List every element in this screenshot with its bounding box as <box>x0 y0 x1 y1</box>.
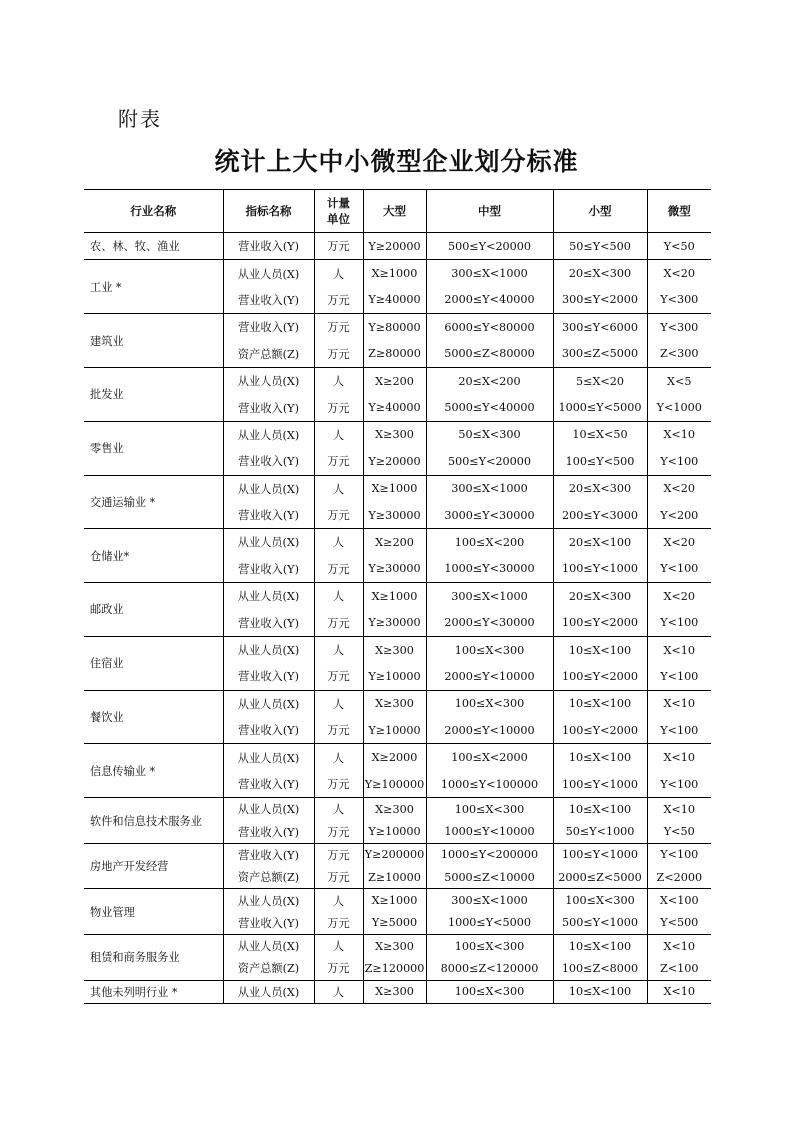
unit-cell: 人 <box>314 636 363 663</box>
table-body <box>84 233 711 1004</box>
medium-cell: 2000≤Y<10000 <box>426 663 553 690</box>
medium-cell: 20≤X<200 <box>426 367 553 394</box>
small-cell: 100≤Y<1000 <box>553 843 647 866</box>
small-cell: 5≤X<20 <box>553 367 647 394</box>
industry-name-cell: 其他未列明行业 * <box>84 980 223 1003</box>
medium-cell: 100≤X<200 <box>426 529 553 556</box>
industry-name-cell: 信息传输业 * <box>84 744 223 798</box>
indicator-cell: 从业人员(X) <box>223 690 314 717</box>
indicator-cell: 资产总额(Z) <box>223 957 314 980</box>
table-row <box>84 843 711 866</box>
small-cell: 10≤X<100 <box>553 690 647 717</box>
large-cell: Y≥40000 <box>363 394 426 421</box>
header-unit-text: 计量单位 <box>327 196 350 226</box>
medium-cell: 300≤X<1000 <box>426 583 553 610</box>
indicator-cell: 营业收入(Y) <box>223 314 314 341</box>
unit-cell: 人 <box>314 529 363 556</box>
large-cell: Y≥30000 <box>363 609 426 636</box>
small-cell: 10≤X<100 <box>553 636 647 663</box>
unit-cell: 万元 <box>314 957 363 980</box>
micro-cell: Z<2000 <box>647 866 711 889</box>
small-cell: 100≤Y<2000 <box>553 663 647 690</box>
industry-name-cell: 零售业 <box>84 421 223 475</box>
indicator-cell: 资产总额(Z) <box>223 866 314 889</box>
large-cell: Z≥120000 <box>363 957 426 980</box>
small-cell: 20≤X<100 <box>553 529 647 556</box>
industry-name-cell: 住宿业 <box>84 636 223 690</box>
large-cell: Y≥10000 <box>363 717 426 744</box>
unit-cell: 万元 <box>314 821 363 844</box>
table-row <box>84 421 711 448</box>
large-cell: X≥300 <box>363 798 426 821</box>
medium-cell: 6000≤Y<80000 <box>426 314 553 341</box>
large-cell: Y≥5000 <box>363 912 426 935</box>
indicator-cell: 营业收入(Y) <box>223 233 314 260</box>
classification-table <box>84 189 711 1004</box>
large-cell: Z≥80000 <box>363 341 426 368</box>
indicator-cell: 资产总额(Z) <box>223 341 314 368</box>
header-unit <box>314 190 363 233</box>
indicator-cell: 营业收入(Y) <box>223 609 314 636</box>
large-cell: X≥2000 <box>363 744 426 771</box>
header-medium: 中型 <box>426 190 553 233</box>
micro-cell: Y<100 <box>647 771 711 798</box>
indicator-cell: 从业人员(X) <box>223 889 314 912</box>
small-cell: 10≤X<50 <box>553 421 647 448</box>
unit-cell: 万元 <box>314 866 363 889</box>
large-cell: X≥300 <box>363 636 426 663</box>
medium-cell: 8000≤Z<120000 <box>426 957 553 980</box>
micro-cell: X<20 <box>647 475 711 502</box>
indicator-cell: 从业人员(X) <box>223 744 314 771</box>
unit-cell: 人 <box>314 798 363 821</box>
header-industry: 行业名称 <box>84 190 223 233</box>
industry-name-cell: 房地产开发经营 <box>84 843 223 889</box>
unit-cell: 人 <box>314 744 363 771</box>
table-row <box>84 233 711 260</box>
micro-cell: X<10 <box>647 744 711 771</box>
indicator-cell: 营业收入(Y) <box>223 821 314 844</box>
large-cell: X≥1000 <box>363 583 426 610</box>
indicator-cell: 营业收入(Y) <box>223 448 314 475</box>
medium-cell: 100≤X<2000 <box>426 744 553 771</box>
indicator-cell: 从业人员(X) <box>223 798 314 821</box>
medium-cell: 2000≤Y<10000 <box>426 717 553 744</box>
table-row <box>84 583 711 610</box>
medium-cell: 1000≤Y<10000 <box>426 821 553 844</box>
micro-cell: X<10 <box>647 690 711 717</box>
table-row <box>84 980 711 1003</box>
large-cell: Y≥100000 <box>363 771 426 798</box>
indicator-cell: 从业人员(X) <box>223 583 314 610</box>
small-cell: 10≤X<100 <box>553 980 647 1003</box>
table-row <box>84 934 711 957</box>
micro-cell: Y<50 <box>647 233 711 260</box>
large-cell: Y≥80000 <box>363 314 426 341</box>
small-cell: 20≤X<300 <box>553 260 647 287</box>
table-row <box>84 475 711 502</box>
table-row <box>84 260 711 287</box>
unit-cell: 万元 <box>314 502 363 529</box>
indicator-cell: 从业人员(X) <box>223 260 314 287</box>
medium-cell: 2000≤Y<30000 <box>426 609 553 636</box>
table-row <box>84 636 711 663</box>
header-micro: 微型 <box>647 190 711 233</box>
small-cell: 100≤Y<2000 <box>553 609 647 636</box>
industry-name-cell: 交通运输业 * <box>84 475 223 529</box>
header-large: 大型 <box>363 190 426 233</box>
large-cell: Y≥30000 <box>363 556 426 583</box>
indicator-cell: 营业收入(Y) <box>223 287 314 314</box>
table-row <box>84 314 711 341</box>
large-cell: X≥300 <box>363 934 426 957</box>
unit-cell: 万元 <box>314 663 363 690</box>
small-cell: 20≤X<300 <box>553 583 647 610</box>
indicator-cell: 从业人员(X) <box>223 934 314 957</box>
indicator-cell: 营业收入(Y) <box>223 771 314 798</box>
industry-name-cell: 建筑业 <box>84 314 223 368</box>
micro-cell: X<20 <box>647 583 711 610</box>
medium-cell: 100≤X<300 <box>426 798 553 821</box>
small-cell: 100≤Y<2000 <box>553 717 647 744</box>
appendix-label: 附表 <box>118 107 162 131</box>
unit-cell: 万元 <box>314 912 363 935</box>
large-cell: Y≥20000 <box>363 233 426 260</box>
micro-cell: X<10 <box>647 934 711 957</box>
micro-cell: X<5 <box>647 367 711 394</box>
unit-cell: 万元 <box>314 448 363 475</box>
unit-cell: 万元 <box>314 556 363 583</box>
unit-cell: 万元 <box>314 287 363 314</box>
medium-cell: 100≤X<300 <box>426 636 553 663</box>
small-cell: 50≤Y<1000 <box>553 821 647 844</box>
medium-cell: 100≤X<300 <box>426 690 553 717</box>
medium-cell: 300≤X<1000 <box>426 260 553 287</box>
small-cell: 100≤Y<1000 <box>553 771 647 798</box>
indicator-cell: 从业人员(X) <box>223 475 314 502</box>
industry-name-cell: 租赁和商务服务业 <box>84 934 223 980</box>
small-cell: 2000≤Z<5000 <box>553 866 647 889</box>
medium-cell: 1000≤Y<5000 <box>426 912 553 935</box>
small-cell: 10≤X<100 <box>553 798 647 821</box>
unit-cell: 人 <box>314 260 363 287</box>
micro-cell: Y<100 <box>647 609 711 636</box>
indicator-cell: 从业人员(X) <box>223 529 314 556</box>
unit-cell: 人 <box>314 421 363 448</box>
small-cell: 500≤Y<1000 <box>553 912 647 935</box>
small-cell: 300≤Z<5000 <box>553 341 647 368</box>
small-cell: 50≤Y<500 <box>553 233 647 260</box>
indicator-cell: 营业收入(Y) <box>223 663 314 690</box>
unit-cell: 万元 <box>314 717 363 744</box>
table-row <box>84 529 711 556</box>
micro-cell: X<10 <box>647 421 711 448</box>
micro-cell: Z<100 <box>647 957 711 980</box>
medium-cell: 1000≤Y<30000 <box>426 556 553 583</box>
unit-cell: 人 <box>314 980 363 1003</box>
unit-cell: 人 <box>314 889 363 912</box>
unit-cell: 万元 <box>314 771 363 798</box>
table-row <box>84 367 711 394</box>
medium-cell: 5000≤Y<40000 <box>426 394 553 421</box>
indicator-cell: 从业人员(X) <box>223 421 314 448</box>
small-cell: 20≤X<300 <box>553 475 647 502</box>
unit-cell: 万元 <box>314 341 363 368</box>
industry-name-cell: 软件和信息技术服务业 <box>84 798 223 844</box>
indicator-cell: 营业收入(Y) <box>223 394 314 421</box>
small-cell: 100≤Z<8000 <box>553 957 647 980</box>
document-title: 统计上大中小微型企业划分标准 <box>214 147 579 176</box>
indicator-cell: 营业收入(Y) <box>223 912 314 935</box>
header-indicator: 指标名称 <box>223 190 314 233</box>
large-cell: X≥200 <box>363 529 426 556</box>
micro-cell: X<100 <box>647 889 711 912</box>
small-cell: 300≤Y<2000 <box>553 287 647 314</box>
micro-cell: X<10 <box>647 980 711 1003</box>
micro-cell: Y<100 <box>647 663 711 690</box>
micro-cell: Y<100 <box>647 448 711 475</box>
micro-cell: X<10 <box>647 636 711 663</box>
small-cell: 10≤X<100 <box>553 934 647 957</box>
large-cell: Y≥40000 <box>363 287 426 314</box>
small-cell: 200≤Y<3000 <box>553 502 647 529</box>
indicator-cell: 从业人员(X) <box>223 980 314 1003</box>
unit-cell: 人 <box>314 690 363 717</box>
medium-cell: 2000≤Y<40000 <box>426 287 553 314</box>
micro-cell: Y<300 <box>647 314 711 341</box>
micro-cell: X<20 <box>647 260 711 287</box>
large-cell: Y≥10000 <box>363 663 426 690</box>
table-row <box>84 744 711 771</box>
table-row <box>84 690 711 717</box>
indicator-cell: 营业收入(Y) <box>223 502 314 529</box>
unit-cell: 人 <box>314 367 363 394</box>
industry-name-cell: 批发业 <box>84 367 223 421</box>
large-cell: X≥1000 <box>363 260 426 287</box>
medium-cell: 5000≤Z<10000 <box>426 866 553 889</box>
large-cell: Y≥20000 <box>363 448 426 475</box>
small-cell: 100≤Y<1000 <box>553 556 647 583</box>
unit-cell: 万元 <box>314 314 363 341</box>
micro-cell: X<20 <box>647 529 711 556</box>
medium-cell: 500≤Y<20000 <box>426 448 553 475</box>
indicator-cell: 从业人员(X) <box>223 636 314 663</box>
unit-cell: 万元 <box>314 843 363 866</box>
medium-cell: 500≤Y<20000 <box>426 233 553 260</box>
large-cell: X≥1000 <box>363 475 426 502</box>
small-cell: 1000≤Y<5000 <box>553 394 647 421</box>
micro-cell: X<10 <box>647 798 711 821</box>
unit-cell: 人 <box>314 475 363 502</box>
micro-cell: Y<500 <box>647 912 711 935</box>
unit-cell: 万元 <box>314 233 363 260</box>
table-header-row <box>84 190 711 233</box>
industry-name-cell: 物业管理 <box>84 889 223 935</box>
medium-cell: 1000≤Y<200000 <box>426 843 553 866</box>
micro-cell: Y<50 <box>647 821 711 844</box>
indicator-cell: 营业收入(Y) <box>223 556 314 583</box>
medium-cell: 50≤X<300 <box>426 421 553 448</box>
micro-cell: Y<100 <box>647 843 711 866</box>
large-cell: X≥300 <box>363 421 426 448</box>
large-cell: Z≥10000 <box>363 866 426 889</box>
large-cell: X≥1000 <box>363 889 426 912</box>
medium-cell: 300≤X<1000 <box>426 475 553 502</box>
large-cell: Y≥30000 <box>363 502 426 529</box>
small-cell: 100≤Y<500 <box>553 448 647 475</box>
indicator-cell: 从业人员(X) <box>223 367 314 394</box>
indicator-cell: 营业收入(Y) <box>223 717 314 744</box>
medium-cell: 100≤X<300 <box>426 934 553 957</box>
indicator-cell: 营业收入(Y) <box>223 843 314 866</box>
medium-cell: 1000≤Y<100000 <box>426 771 553 798</box>
medium-cell: 100≤X<300 <box>426 980 553 1003</box>
micro-cell: Y<300 <box>647 287 711 314</box>
micro-cell: Y<100 <box>647 717 711 744</box>
medium-cell: 5000≤Z<80000 <box>426 341 553 368</box>
unit-cell: 万元 <box>314 609 363 636</box>
unit-cell: 人 <box>314 934 363 957</box>
industry-name-cell: 仓储业* <box>84 529 223 583</box>
small-cell: 10≤X<100 <box>553 744 647 771</box>
small-cell: 300≤Y<6000 <box>553 314 647 341</box>
large-cell: X≥300 <box>363 690 426 717</box>
industry-name-cell: 餐饮业 <box>84 690 223 744</box>
medium-cell: 300≤X<1000 <box>426 889 553 912</box>
table-row <box>84 798 711 821</box>
industry-name-cell: 工业 * <box>84 260 223 314</box>
header-small: 小型 <box>553 190 647 233</box>
large-cell: X≥200 <box>363 367 426 394</box>
unit-cell: 人 <box>314 583 363 610</box>
micro-cell: Y<100 <box>647 556 711 583</box>
micro-cell: Z<300 <box>647 341 711 368</box>
micro-cell: Y<1000 <box>647 394 711 421</box>
micro-cell: Y<200 <box>647 502 711 529</box>
industry-name-cell: 邮政业 <box>84 583 223 637</box>
medium-cell: 3000≤Y<30000 <box>426 502 553 529</box>
table-row <box>84 889 711 912</box>
large-cell: Y≥200000 <box>363 843 426 866</box>
industry-name-cell: 农、林、牧、渔业 <box>84 233 223 260</box>
large-cell: X≥300 <box>363 980 426 1003</box>
small-cell: 100≤X<300 <box>553 889 647 912</box>
large-cell: Y≥10000 <box>363 821 426 844</box>
unit-cell: 万元 <box>314 394 363 421</box>
